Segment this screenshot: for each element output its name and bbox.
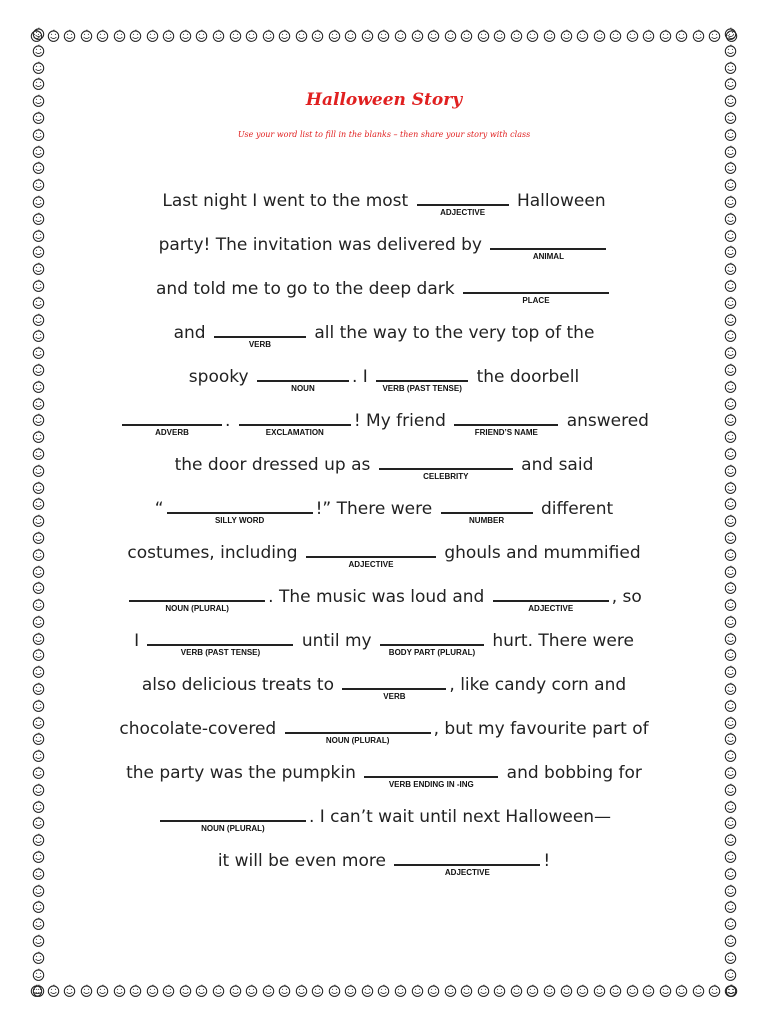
jack-o-lantern-icon [32,917,45,930]
story-text: until my [296,631,377,651]
fill-in-blank[interactable] [463,276,609,305]
jack-o-lantern-icon [229,29,242,42]
fill-in-blank[interactable] [441,496,533,525]
fill-in-blank[interactable] [376,364,468,393]
jack-o-lantern-icon [32,984,45,997]
jack-o-lantern-icon [692,29,705,42]
story-line [0,496,768,540]
story-line [0,716,768,760]
story-text: hurt. There were [486,631,634,651]
story-line [0,452,768,496]
story-text: . I [351,367,374,387]
jack-o-lantern-icon [245,29,258,42]
story-text: . [225,411,236,431]
jack-o-lantern-icon [96,29,109,42]
story-text: the door dressed up as [174,455,376,475]
story-text: ghouls and mummified [438,543,641,563]
jack-o-lantern-icon [278,984,291,997]
blank-label: PLACE [522,296,550,305]
jack-o-lantern-icon [32,27,45,40]
jack-o-lantern-icon [543,29,556,42]
blank-label: ADJECTIVE [444,868,490,877]
pumpkin-border-top [30,27,738,43]
blank-label: VERB [248,340,272,349]
jack-o-lantern-icon [659,984,672,997]
story-text: ! My friend [353,411,452,431]
story-text: different [535,499,614,519]
jack-o-lantern-icon [63,29,76,42]
jack-o-lantern-icon [510,984,523,997]
jack-o-lantern-icon [80,29,93,42]
blank-label: CELEBRITY [423,472,469,481]
fill-in-blank[interactable] [493,584,609,613]
fill-in-blank[interactable] [239,408,351,437]
jack-o-lantern-icon [96,984,109,997]
jack-o-lantern-icon [675,29,688,42]
pumpkin-border-bottom [30,982,738,998]
fill-in-blank[interactable] [364,760,498,789]
jack-o-lantern-icon [113,984,126,997]
story-line [0,584,768,628]
story-text: spooky [188,367,254,387]
jack-o-lantern-icon [47,29,60,42]
blank-label: EXCLAMATION [265,428,324,437]
jack-o-lantern-icon [32,900,45,913]
story-text: I [134,631,145,651]
story-line [0,672,768,716]
jack-o-lantern-icon [724,968,737,981]
jack-o-lantern-icon [361,29,374,42]
instructions-text: Use your word list to fill in the blanks – then share your story with class [237,130,531,139]
jack-o-lantern-icon [344,984,357,997]
jack-o-lantern-icon [724,934,737,947]
story-text: Last night I went to the most [162,191,414,211]
jack-o-lantern-icon [626,29,639,42]
fill-in-blank[interactable] [285,716,431,745]
story-text: answered [561,411,649,431]
story-text: “ [154,499,164,519]
jack-o-lantern-icon [32,61,45,74]
fill-in-blank[interactable] [214,320,306,349]
jack-o-lantern-icon [162,984,175,997]
jack-o-lantern-icon [692,984,705,997]
jack-o-lantern-icon [394,29,407,42]
jack-o-lantern-icon [32,145,45,158]
fill-in-blank[interactable] [257,364,349,393]
story-line [0,848,768,892]
fill-in-blank[interactable] [454,408,558,437]
jack-o-lantern-icon [179,29,192,42]
jack-o-lantern-icon [724,984,737,997]
jack-o-lantern-icon [344,29,357,42]
jack-o-lantern-icon [609,984,622,997]
fill-in-blank[interactable] [394,848,540,877]
jack-o-lantern-icon [724,917,737,930]
story-text: . I can’t wait until next Halloween— [308,807,612,827]
jack-o-lantern-icon [411,29,424,42]
blank-label: NOUN (PLURAL) [201,824,265,833]
story-text: the party was the pumpkin [126,763,362,783]
fill-in-blank[interactable] [342,672,446,701]
story-text: , like candy corn and [449,675,627,695]
jack-o-lantern-icon [311,29,324,42]
jack-o-lantern-icon [195,984,208,997]
jack-o-lantern-icon [212,29,225,42]
jack-o-lantern-icon [229,984,242,997]
jack-o-lantern-icon [129,29,142,42]
blank-label: NOUN (PLURAL) [165,604,229,613]
jack-o-lantern-icon [626,984,639,997]
blank-label: NOUN (PLURAL) [325,736,390,745]
page-title: Halloween Story [305,90,463,110]
story-line [0,276,768,320]
jack-o-lantern-icon [444,29,457,42]
jack-o-lantern-icon [724,900,737,913]
jack-o-lantern-icon [32,77,45,90]
story-text: costumes, including [127,543,303,563]
fill-in-blank[interactable] [379,452,513,481]
jack-o-lantern-icon [311,984,324,997]
jack-o-lantern-icon [493,29,506,42]
story-line [0,804,768,848]
blank-label: VERB (PAST TENSE) [180,648,261,657]
jack-o-lantern-icon [708,984,721,997]
jack-o-lantern-icon [63,984,76,997]
jack-o-lantern-icon [32,161,45,174]
blank-label: NUMBER [469,516,505,525]
story-text: , but my favourite part of [433,719,649,739]
jack-o-lantern-icon [212,984,225,997]
jack-o-lantern-icon [724,61,737,74]
story-text: and [173,323,211,343]
story-text: , so [611,587,642,607]
story-text: it will be even more [217,851,392,871]
story-text: and told me to go to the deep dark [156,279,460,299]
jack-o-lantern-icon [526,29,539,42]
jack-o-lantern-icon [724,951,737,964]
jack-o-lantern-icon [724,111,737,124]
blank-label: NOUN [291,384,315,393]
jack-o-lantern-icon [427,984,440,997]
story-text: !” There were [315,499,438,519]
story-text: and said [515,455,594,475]
story-text: chocolate-covered [119,719,282,739]
jack-o-lantern-icon [477,984,490,997]
jack-o-lantern-icon [675,984,688,997]
blank-label: ADJECTIVE [348,560,394,569]
jack-o-lantern-icon [543,984,556,997]
jack-o-lantern-icon [724,145,737,158]
story-line [0,232,768,276]
jack-o-lantern-icon [560,29,573,42]
story-line [0,540,768,584]
jack-o-lantern-icon [576,29,589,42]
fill-in-blank[interactable] [122,408,222,437]
jack-o-lantern-icon [576,984,589,997]
blank-label: BODY PART (PLURAL) [388,648,476,657]
story-line [0,364,768,408]
jack-o-lantern-icon [659,29,672,42]
fill-in-blank[interactable] [167,496,313,525]
jack-o-lantern-icon [80,984,93,997]
jack-o-lantern-icon [724,77,737,90]
jack-o-lantern-icon [295,984,308,997]
blank-label: VERB [383,692,406,701]
story-line [0,628,768,672]
blank-label: SILLY WORD [214,516,265,525]
jack-o-lantern-icon [593,984,606,997]
jack-o-lantern-icon [460,29,473,42]
jack-o-lantern-icon [328,29,341,42]
jack-o-lantern-icon [262,984,275,997]
jack-o-lantern-icon [129,984,142,997]
story-text: the doorbell [471,367,580,387]
story-body [0,188,768,892]
jack-o-lantern-icon [328,984,341,997]
fill-in-blank[interactable] [490,232,606,261]
jack-o-lantern-icon [724,44,737,57]
jack-o-lantern-icon [32,934,45,947]
story-line [0,188,768,232]
jack-o-lantern-icon [179,984,192,997]
blank-label: ADJECTIVE [528,604,574,613]
jack-o-lantern-icon [195,29,208,42]
story-text: also delicious treats to [141,675,340,695]
jack-o-lantern-icon [642,984,655,997]
blank-label: VERB ENDING IN -ING [388,780,474,789]
blank-label: ADJECTIVE [440,208,486,217]
fill-in-blank[interactable] [417,188,509,217]
jack-o-lantern-icon [593,29,606,42]
jack-o-lantern-icon [146,29,159,42]
blank-label: ANIMAL [532,252,564,261]
story-line [0,760,768,804]
blank-label: VERB (PAST TENSE) [382,384,462,393]
jack-o-lantern-icon [724,161,737,174]
fill-in-blank[interactable] [380,628,484,657]
jack-o-lantern-icon [32,951,45,964]
jack-o-lantern-icon [32,44,45,57]
jack-o-lantern-icon [724,27,737,40]
jack-o-lantern-icon [394,984,407,997]
jack-o-lantern-icon [477,29,490,42]
jack-o-lantern-icon [560,984,573,997]
fill-in-blank[interactable] [147,628,293,657]
jack-o-lantern-icon [377,984,390,997]
blank-label: FRIEND’S NAME [474,428,538,437]
story-text: and bobbing for [501,763,642,783]
jack-o-lantern-icon [526,984,539,997]
jack-o-lantern-icon [113,29,126,42]
jack-o-lantern-icon [262,29,275,42]
story-text: ! [543,851,551,871]
story-text: . The music was loud and [268,587,490,607]
jack-o-lantern-icon [377,29,390,42]
jack-o-lantern-icon [609,29,622,42]
jack-o-lantern-icon [162,29,175,42]
jack-o-lantern-icon [32,968,45,981]
jack-o-lantern-icon [245,984,258,997]
jack-o-lantern-icon [146,984,159,997]
jack-o-lantern-icon [510,29,523,42]
jack-o-lantern-icon [361,984,374,997]
story-text: party! The invitation was delivered by [158,235,488,255]
jack-o-lantern-icon [493,984,506,997]
jack-o-lantern-icon [278,29,291,42]
story-line [0,408,768,452]
story-text: all the way to the very top of the [308,323,595,343]
jack-o-lantern-icon [427,29,440,42]
fill-in-blank[interactable] [160,804,306,833]
jack-o-lantern-icon [444,984,457,997]
blank-label: ADVERB [155,428,189,437]
jack-o-lantern-icon [32,111,45,124]
story-line [0,320,768,364]
jack-o-lantern-icon [295,29,308,42]
jack-o-lantern-icon [642,29,655,42]
jack-o-lantern-icon [47,984,60,997]
story-text: Halloween [511,191,606,211]
jack-o-lantern-icon [708,29,721,42]
jack-o-lantern-icon [460,984,473,997]
fill-in-blank[interactable] [129,584,265,613]
jack-o-lantern-icon [411,984,424,997]
fill-in-blank[interactable] [306,540,436,569]
